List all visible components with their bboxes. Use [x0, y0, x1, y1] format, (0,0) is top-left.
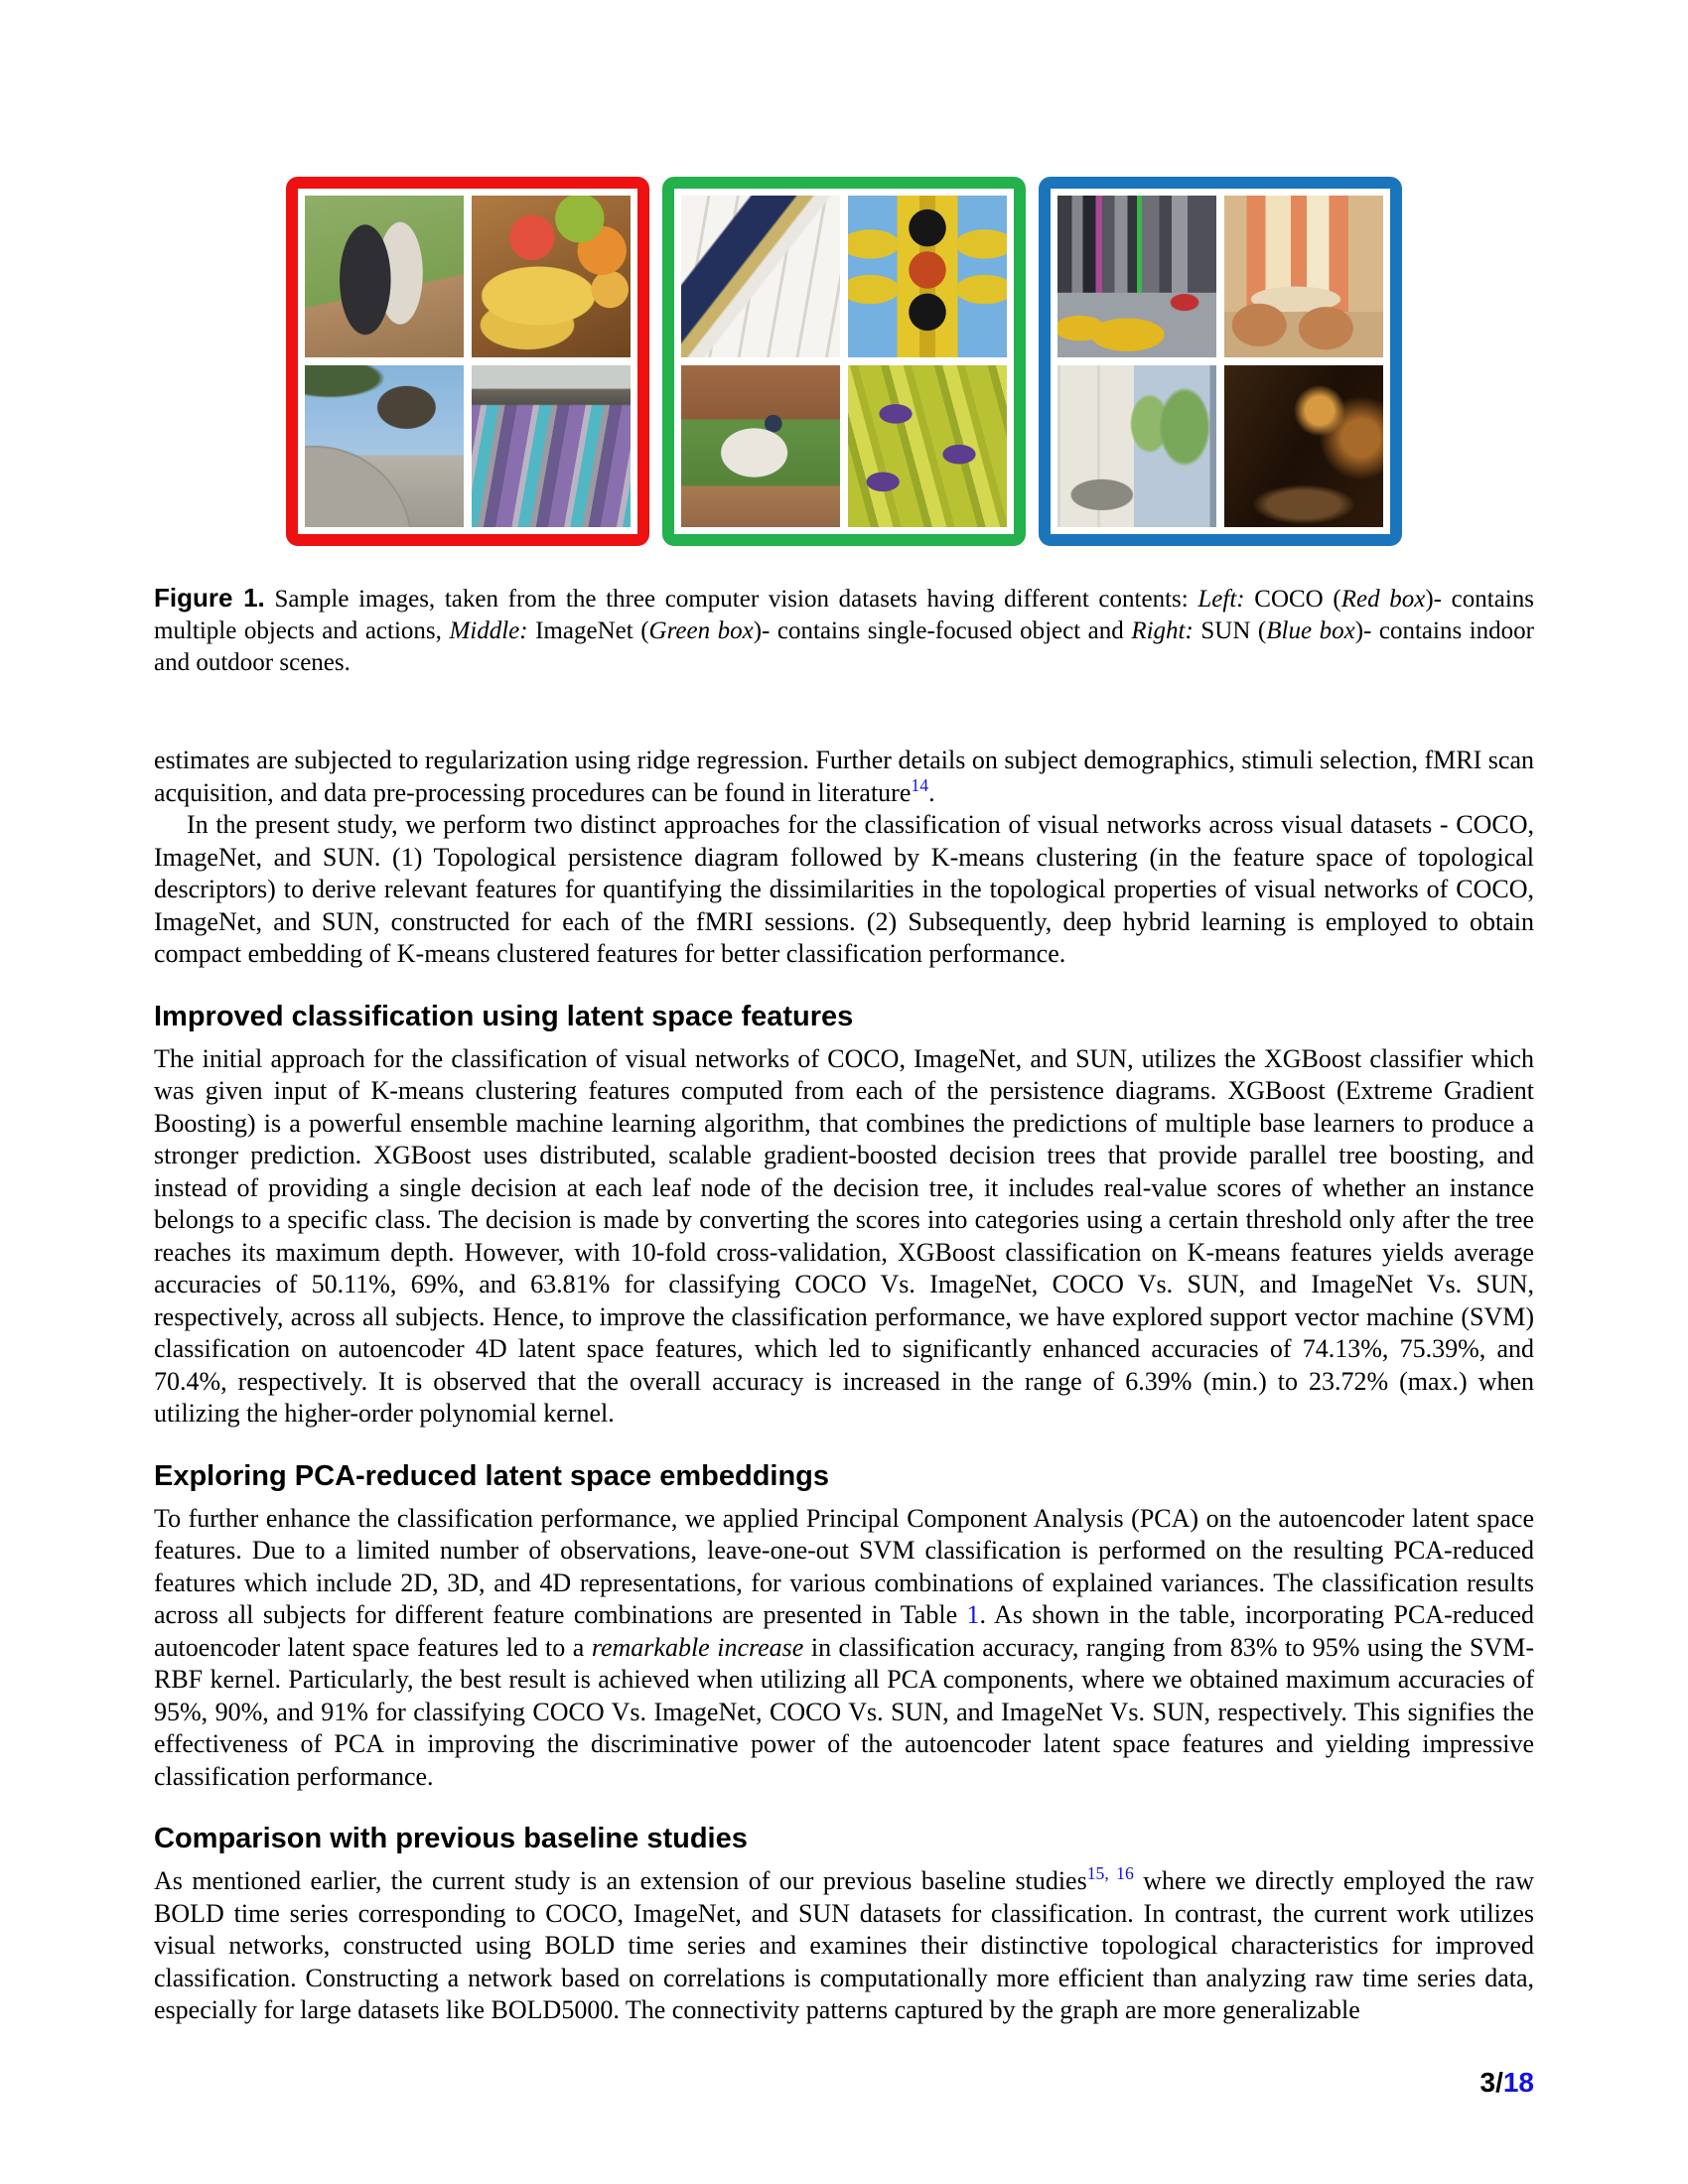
photo-bright-interior-icon	[1057, 365, 1216, 527]
text-segment: Red box	[1340, 586, 1426, 613]
paragraph-xgboost-svm	[154, 1043, 1534, 1431]
figure-box-imagenet	[662, 177, 1026, 546]
figure-box-sun	[1039, 177, 1402, 546]
figure-caption	[154, 582, 1534, 679]
page-number	[1479, 2067, 1534, 2099]
photo-dining-room-icon	[1224, 196, 1383, 357]
text-segment: where we directly employed the raw BOLD time series corresponding to COCO, ImageNet, and SUN datasets for classification. In contrast, the current work utilizes visual networks, constructed using BOLD time series and examines their distinctive topological characteristics for improved classification. Constructing a network based on correlations is computationally more efficient than analyzing raw time series data, especially for large datasets like BOLD5000. The connectivity patterns captured by the graph are more generalizable	[154, 1866, 1534, 2024]
text-segment: in classification accuracy, ranging from 83% to 95% using the SVM-RBF kernel. Particularly, the best result is achieved when utilizing all PCA components, where we obtained maximum accuracies of 95%, 90%, and 91% for classifying COCO Vs. ImageNet, COCO Vs. SUN, and ImageNet Vs. SUN, respectively. This signifies the effectiveness of PCA in improving the discriminative power of the autoencoder latent space features and yielding impressive classification performance.	[154, 1632, 1535, 1791]
photo-bananas-icon	[848, 365, 1007, 527]
text-segment: Right:	[1131, 617, 1194, 644]
text-segment: In the present study, we perform two distinct approaches for the classification of visual networks across visual datasets - COCO, ImageNet, and SUN. (1) Topological persistence diagram followed by K-means clustering (in the feature space of topological descriptors) to derive relevant features for quantifying the dissimilarities in the topological properties of visual networks of COCO, ImageNet, and SUN, constructed for each of the fMRI sessions. (2) Subsequently, deep hybrid learning is employed to obtain compact embedding of K-means clustered features for better classification performance.	[154, 810, 1534, 968]
photo-city-street-taxis-icon	[1057, 196, 1216, 357]
text-segment: Left:	[1197, 586, 1245, 613]
page-number-total: 18	[1502, 2067, 1534, 2098]
section-heading-baseline-comparison: Comparison with previous baseline studies	[154, 1823, 748, 1854]
text-segment: estimates are subjected to regularization using ridge regression. Further details on subject demographics, stimuli selection, fMRI scan acquisition, and data pre-processing procedures can be found in literature	[154, 746, 1534, 807]
photo-baseball-pitcher-icon	[681, 365, 840, 527]
text-segment: To further enhance the classification performance, we applied Principal Component Analysis (PCA) on the autoencoder latent space features. Due to a limited number of observations, leave-one-out SVM classification is performed on the resulting PCA-reduced features which include 2D, 3D, and 4D representations, for various combinations of explained variances. The classification results across all subjects for different feature combinations are presented in Table	[154, 1503, 1534, 1629]
text-segment: .	[928, 777, 935, 807]
paragraph-pca-results	[154, 1503, 1534, 1794]
article-body	[154, 745, 1534, 2027]
paragraph-two-approaches	[154, 809, 1534, 971]
imagenet-image-grid	[681, 196, 1007, 527]
text-segment: )- contains multiple objects and actions,	[154, 586, 1534, 644]
table-1-link[interactable]: 1	[966, 1600, 980, 1629]
section-heading-improved-classification: Improved classification using latent space features	[154, 1000, 854, 1032]
text-segment: )- contains indoor and outdoor scenes.	[154, 617, 1534, 676]
page-number-current: 3	[1479, 2067, 1496, 2098]
text-segment: As mentioned earlier, the current study is an extension of our previous baseline studies	[154, 1866, 1087, 1895]
text-segment: SUN (	[1193, 617, 1267, 644]
text-segment: Green box	[648, 617, 754, 644]
text-segment: The initial approach for the classification of visual networks of COCO, ImageNet, and SUN, utilizes the XGBoost classifier which was given input of K-means clustering features computed from each of the persistence diagrams. XGBoost (Extreme Gradient Boosting) is a powerful ensemble machine learning algorithm, that combines the predictions of multiple base learners to produce a stronger prediction. XGBoost uses distributed, scalable gradient-boosted decision trees that provide parallel tree boosting, and instead of providing a single decision at each leaf node of the decision tree, it includes real-value scores of whether an instance belongs to a specific class. The decision is made by converting the scores into categories using a certain threshold only after the tree reaches its maximum depth. However, with 10-fold cross-validation, XGBoost classification on K-means features yields average accuracies of 50.11%, 69%, and 63.81% for classifying COCO Vs. ImageNet, COCO Vs. SUN, and ImageNet Vs. SUN, respectively, across all subjects. Hence, to improve the classification performance, we have explored support vector machine (SVM) classification on autoencoder 4D latent space features, which led to significantly enhanced accuracies of 74.13%, 75.39%, and 70.4%, respectively. It is observed that the overall accuracy is increased in the range of 6.39% (min.) to 23.72% (max.) when utilizing the higher-order polynomial kernel.	[154, 1043, 1534, 1428]
photo-fruit-basket-icon	[472, 196, 631, 357]
figure-box-coco	[286, 177, 649, 546]
text-segment: Blue box	[1266, 617, 1355, 644]
figure-1	[0, 0, 1688, 546]
text-segment: Sample images, taken from the three computer vision datasets having different contents:	[264, 586, 1198, 613]
sun-image-grid	[1057, 196, 1383, 527]
citation-ref-14[interactable]: 14	[911, 774, 929, 795]
text-segment: COCO (	[1244, 586, 1341, 613]
photo-train-yard-icon	[472, 365, 631, 527]
section-heading-pca-embeddings: Exploring PCA-reduced latent space embeddings	[154, 1459, 830, 1492]
photo-skateboarder-icon	[305, 365, 464, 527]
text-segment: . As shown in the table, incorporating PCA-reduced autoencoder latent space features led to a	[154, 1600, 1535, 1662]
text-segment: )- contains single-focused object and	[753, 617, 1132, 644]
text-segment: ImageNet (	[527, 617, 649, 644]
photo-traffic-light-icon	[848, 196, 1007, 357]
coco-image-grid	[305, 196, 631, 527]
page-number-separator: /	[1495, 2067, 1503, 2098]
paragraph-methods-continuation	[154, 745, 1534, 809]
text-segment: Middle:	[449, 617, 528, 644]
photo-baseball-batter-catcher-icon	[305, 196, 464, 357]
figure-label: Figure 1.	[154, 583, 265, 613]
citation-ref-15-16[interactable]: 15, 16	[1086, 1863, 1134, 1884]
paragraph-baseline-comparison	[154, 1865, 1534, 2027]
text-segment: remarkable increase	[591, 1632, 804, 1662]
photo-fountain-pen-icon	[681, 196, 840, 357]
photo-dark-interior-icon	[1224, 365, 1383, 527]
